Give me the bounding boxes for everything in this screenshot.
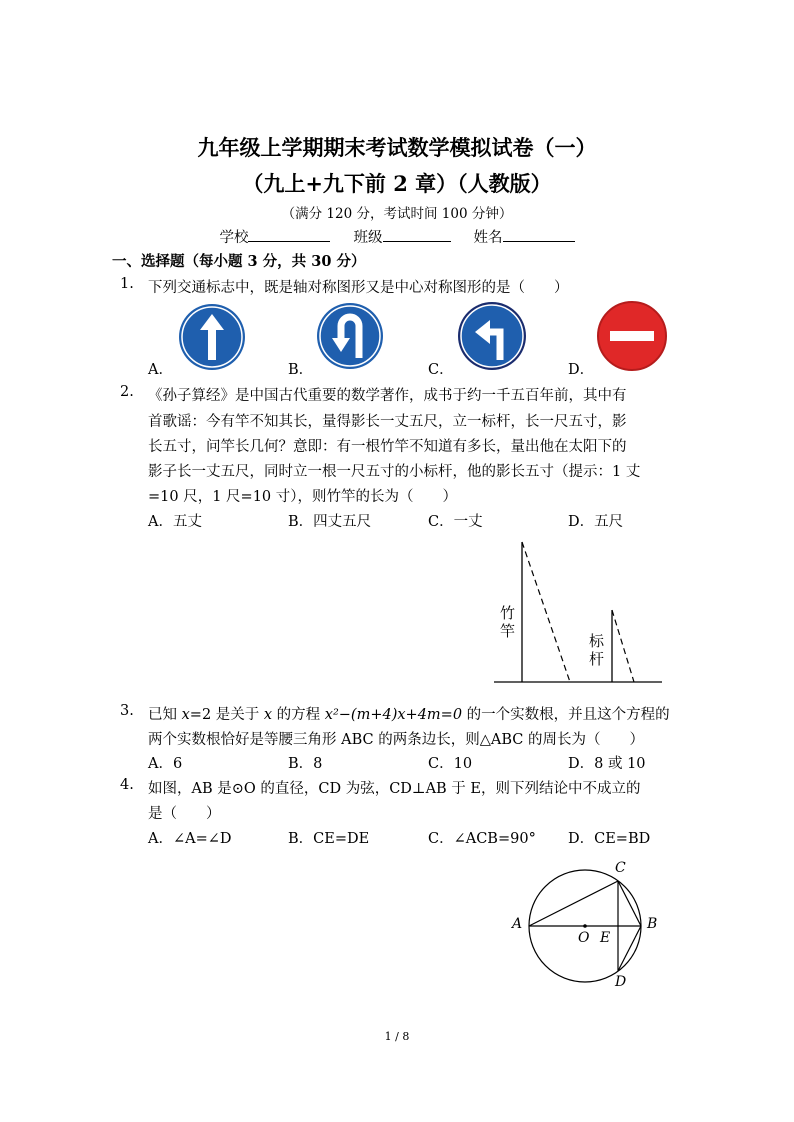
question-text-line: 如图，AB 是⊙O 的直径，CD 为弦，CD⊥AB 于 E，则下列结论中不成立的	[148, 781, 641, 797]
question-text-line: 长五寸，问竿长几何？意即：有一根竹竿不知道有多长，量出他在太阳下的	[148, 439, 627, 455]
school-blank[interactable]	[248, 227, 330, 242]
question-text-line: 首歌谣：今有竿不知其长，量得影长一丈五尺，立一标杆，长一尺五寸，影	[148, 414, 627, 430]
sun-ray-stick	[612, 610, 634, 682]
option-b[interactable]: B．CE=DE	[288, 831, 370, 847]
straight-arrow-sign-icon	[179, 304, 245, 370]
school-label: 学校	[219, 230, 249, 246]
label-e: E	[600, 930, 611, 946]
name-label: 姓名	[473, 230, 503, 246]
option-d[interactable]: D．8 或 10	[568, 756, 646, 772]
text-fragment: 的方程	[272, 707, 325, 723]
exam-note: （满分 120 分，考试时间 100 分钟）	[281, 206, 513, 222]
question-number: 4.	[120, 777, 134, 793]
question-number: 3.	[120, 703, 134, 719]
question-text: 下列交通标志中，既是轴对称图形又是中心对称图形的是（ ）	[148, 280, 569, 296]
option-a[interactable]: A．∠A=∠D	[148, 831, 232, 847]
label-c: C	[615, 860, 626, 876]
question-text-line: 是（ ）	[148, 806, 221, 822]
question-text-line: 两个实数根恰好是等腰三角形 ABC 的两条边长，则△ABC 的周长为（ ）	[148, 732, 644, 748]
segment-bd	[618, 926, 641, 971]
question-text-line: 影子长一丈五尺，同时立一根一尺五寸的小标杆，他的影长五寸（提示：1 丈	[148, 464, 641, 480]
option-c[interactable]: C．	[428, 362, 454, 378]
class-blank[interactable]	[383, 227, 451, 242]
sun-ray-pole	[522, 542, 570, 682]
variable-x: x	[181, 707, 190, 723]
u-turn-sign-icon	[317, 303, 383, 369]
option-b[interactable]: B．	[288, 362, 314, 378]
option-d[interactable]: D．CE=BD	[568, 831, 651, 847]
exam-title: 九年级上学期期末考试数学模拟试卷（一）	[197, 135, 597, 160]
question-text-line: 《孙子算经》是中国古代重要的数学著作，成书于约一千五百年前，其中有	[148, 388, 627, 404]
question-number: 1.	[120, 276, 134, 292]
question-text-line: =10 尺，1 尺=10 寸），则竹竿的长为（ ）	[148, 489, 458, 505]
exam-subtitle: （九上+九下前 2 章）（人教版）	[242, 171, 552, 196]
label-a: A	[512, 916, 523, 932]
page-number: 1 / 8	[384, 1030, 410, 1043]
option-c[interactable]: C．∠ACB=90°	[428, 831, 536, 847]
option-c[interactable]: C．10	[428, 756, 473, 772]
left-turn-sign-icon	[458, 302, 526, 370]
option-b[interactable]: B．四丈五尺	[288, 514, 372, 530]
segment-cb	[618, 881, 641, 926]
label-b: B	[647, 916, 658, 932]
option-d[interactable]: D．	[568, 362, 595, 378]
class-label: 班级	[353, 230, 383, 246]
text-fragment: 已知	[148, 707, 182, 723]
stick-label: 标杆	[589, 632, 605, 668]
option-b[interactable]: B．8	[288, 756, 323, 772]
question-text-line	[148, 703, 670, 724]
option-a[interactable]: A．6	[148, 756, 183, 772]
no-entry-sign-icon	[598, 302, 666, 370]
pole-label: 竹竿	[500, 604, 516, 640]
student-info-line	[0, 226, 794, 247]
option-a[interactable]: A．	[148, 362, 173, 378]
name-blank[interactable]	[503, 227, 575, 242]
variable-x: x	[263, 707, 273, 723]
option-a[interactable]: A．五丈	[148, 514, 202, 530]
segment-ac	[529, 881, 618, 926]
traffic-signs-figure	[140, 300, 700, 376]
section-heading: 一、选择题（每小题 3 分，共 30 分）	[112, 253, 366, 270]
label-d: D	[615, 974, 627, 990]
text-fragment: 的一个实数根，并且这个方程的	[462, 707, 670, 723]
center-point	[583, 924, 587, 928]
option-c[interactable]: C．一丈	[428, 514, 483, 530]
question-number: 2.	[120, 384, 134, 400]
text-fragment: =2 是关于	[189, 707, 264, 723]
label-o: O	[578, 930, 590, 946]
option-d[interactable]: D．五尺	[568, 514, 624, 530]
equation: x²−(m+4)x+4m=0	[324, 707, 463, 723]
